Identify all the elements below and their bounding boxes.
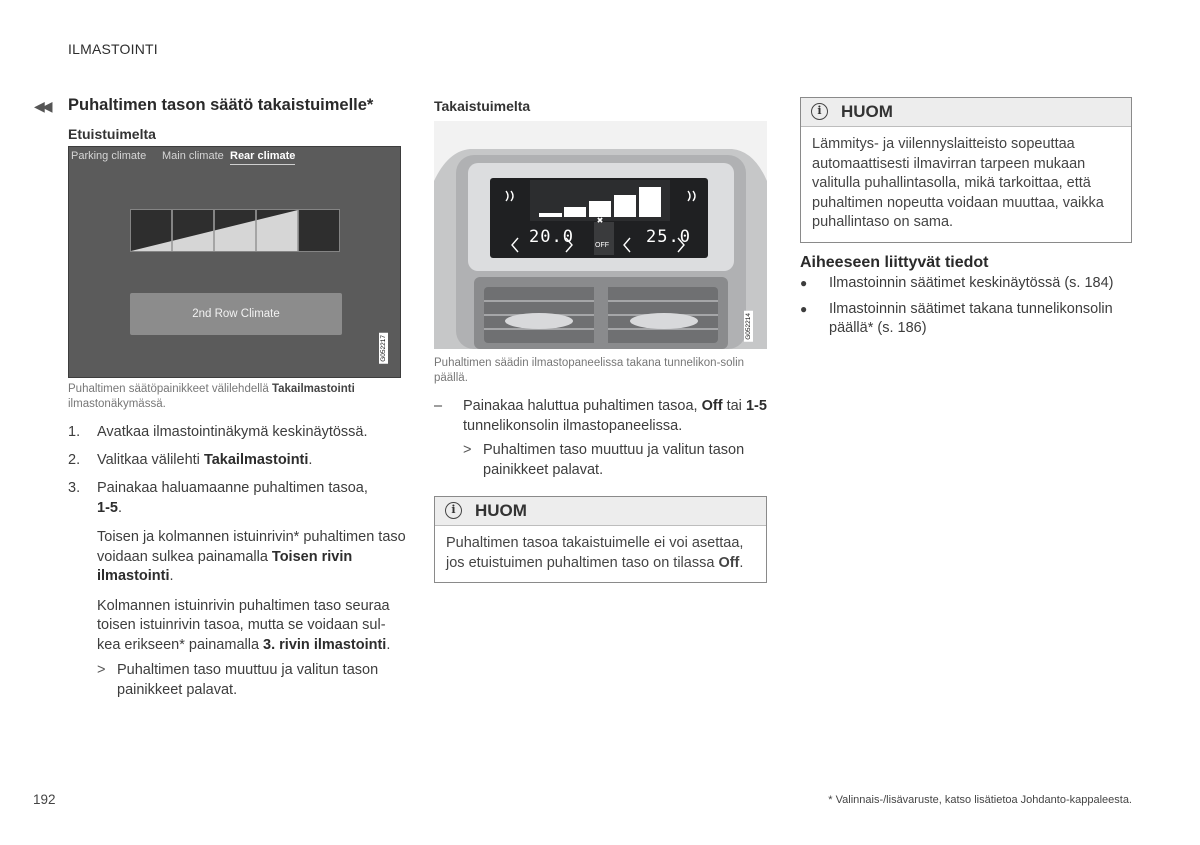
step-after: .	[308, 452, 313, 468]
para-bold: Toisen rivin ilmastointi	[97, 548, 353, 584]
related-link[interactable]: Ilmastoinnin säätimet keskinäytössä (s. 184)	[829, 275, 1114, 291]
result-arrow-icon: >	[97, 662, 106, 678]
step-3	[68, 479, 408, 518]
rear-step-line	[434, 397, 768, 436]
rear-step	[434, 397, 768, 480]
step-bold-levels: 1-5	[745, 398, 767, 414]
rear-climate-panel-photo	[434, 121, 767, 349]
figure-code: G052214	[745, 313, 752, 340]
paragraph-third-row	[68, 597, 407, 656]
second-row-climate-button[interactable]: 2nd Row Climate	[130, 293, 342, 335]
page-heading: Puhaltimen tason säätö takaistuimelle*	[68, 96, 374, 114]
figure-caption-front	[68, 382, 408, 412]
step-after: .	[117, 499, 122, 516]
para-after: .	[386, 636, 391, 653]
note-body	[435, 526, 766, 582]
subheading-front-seat: Etuistuimelta	[68, 126, 156, 142]
svg-text:✖: ✖	[596, 216, 604, 225]
step-number: 2.	[68, 452, 81, 468]
note-after: .	[739, 554, 744, 571]
step-bold: 1-5	[97, 499, 118, 516]
figure-caption-rear: Puhaltimen säädin ilmastopaneelissa takana tunnelikon-solin päällä.	[434, 357, 745, 384]
subheading-rear-seat: Takaistuimelta	[434, 98, 531, 114]
note-body: Lämmitys- ja viilennyslaitteisto sopeuttaa automaattisesti ilmavirran tarpeen mukaan valitulla puhallintasolla, mikä tarkoittaa, että puhaltimen nopeutta voidaan muuttaa, vaikka puhallintaso on sama.	[812, 136, 1104, 230]
note-header	[801, 98, 1131, 127]
caption-bold: Takailmastointi	[271, 383, 355, 395]
right-temperature-display: 25.0	[646, 227, 691, 247]
tab-rear-climate[interactable]: Rear climate	[230, 150, 295, 165]
step-text: Avatkaa ilmastointinäkymä keskinäytössä.	[97, 424, 368, 440]
step-text: Painakaa haluamaanne puhaltimen tasoa,	[97, 480, 368, 496]
step-number: 3.	[68, 480, 81, 496]
step-dash: –	[434, 398, 443, 414]
steps-list	[68, 423, 408, 700]
para-text: Kolmannen istuinrivin puhaltimen taso seuraa toisen istuinrivin tasoa, mutta se voidaan sul-kea erikseen* painamalla	[97, 597, 390, 653]
double-chevron-left-icon[interactable]: ◀◀	[34, 98, 50, 114]
related-item[interactable]	[800, 300, 1132, 339]
note-text: Puhaltimen tasoa takaistuimelle ei voi asettaa, jos etuistuimen puhaltimen taso on tilassa	[446, 535, 744, 571]
tab-main-climate[interactable]: Main climate	[162, 150, 224, 162]
step-text: Painakaa haluttua puhaltimen tasoa,	[463, 398, 702, 414]
para-bold: 3. rivin ilmastointi	[263, 636, 387, 653]
note-title: HUOM	[475, 501, 527, 520]
note-header	[435, 497, 766, 526]
tab-parking-climate[interactable]: Parking climate	[71, 150, 147, 162]
result-text: Puhaltimen taso muuttuu ja valitun tason painikkeet palavat.	[483, 442, 745, 478]
page-number: 192	[33, 792, 56, 807]
para-text: Toisen ja kolmannen istuinrivin* puhaltimen taso voidaan sulkea painamalla	[97, 529, 406, 565]
result-arrow-icon: >	[463, 442, 472, 458]
para-after: .	[169, 568, 174, 584]
related-info-heading: Aiheeseen liittyvät tiedot	[800, 254, 989, 271]
note-box-middle	[434, 496, 767, 583]
bullet-icon: ●	[800, 276, 808, 290]
caption-text-2: ilmastonäkymässä.	[68, 398, 166, 410]
step-bold-off: Off	[701, 398, 723, 414]
related-link[interactable]: Ilmastoinnin säätimet takana tunnelikonsolin päällä* (s. 186)	[829, 300, 1113, 336]
fan-level-ramp	[130, 209, 343, 252]
related-list	[800, 274, 1132, 339]
figure-code: G052217	[380, 335, 387, 362]
step-1	[68, 423, 408, 442]
off-button[interactable]: OFF	[595, 242, 609, 249]
note-box-right	[800, 97, 1132, 243]
panel-illustration	[434, 121, 767, 349]
info-icon: i	[445, 502, 462, 519]
step-number: 1.	[68, 424, 81, 440]
left-temperature-display: 20.0	[529, 227, 574, 247]
step-text: tai	[722, 398, 746, 414]
step-text: tunnelikonsolin ilmastopaneelissa.	[463, 417, 683, 434]
paragraph-second-third-row	[68, 528, 407, 587]
footnote: * Valinnais-/lisävaruste, katso lisätietoa Johdanto-kappaleesta.	[828, 794, 1132, 806]
info-icon: i	[811, 103, 828, 120]
note-title: HUOM	[841, 102, 893, 121]
bullet-icon: ●	[800, 301, 808, 316]
result-text: Puhaltimen taso muuttuu ja valitun tason painikkeet palavat.	[117, 662, 379, 698]
step-text: Valitkaa välilehti	[97, 452, 204, 468]
fan-level-bar	[130, 209, 343, 254]
related-item[interactable]	[800, 274, 1132, 294]
note-bold: Off	[718, 554, 740, 571]
step-bold: Takailmastointi	[203, 452, 309, 468]
step-2	[68, 451, 408, 470]
caption-text: Puhaltimen säätöpainikkeet välilehdellä	[68, 383, 272, 395]
result-line	[68, 661, 407, 700]
climate-screen-figure	[68, 146, 401, 378]
rear-result-line	[434, 441, 768, 480]
section-title: ILMASTOINTI	[68, 41, 158, 57]
